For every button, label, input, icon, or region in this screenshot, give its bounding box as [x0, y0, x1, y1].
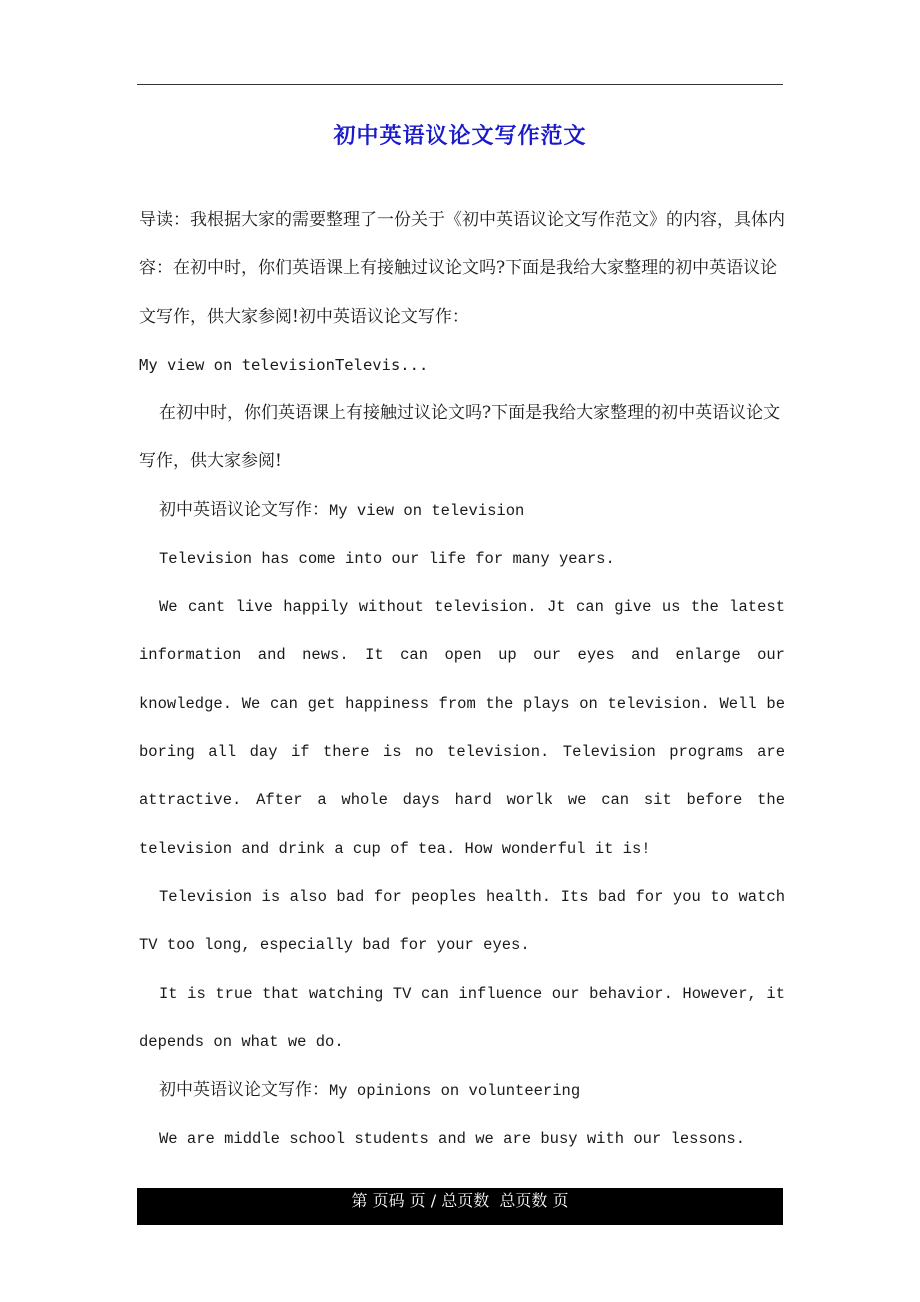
- page-number-text: 第 页码 页 / 总页数 总页数 页: [351, 1191, 569, 1210]
- paragraph-7-english: My opinions on volunteering: [329, 1082, 581, 1101]
- paragraph-3: Television has come into our life for many years.: [159, 549, 615, 568]
- article-body: [139, 389, 785, 1164]
- paragraph-5: Television is also bad for peoples health. Its bad for you to watch TV too long, especially bad for your eyes.: [139, 887, 785, 955]
- paragraph-4: We cant live happily without television. Jt can give us the latest information and news. It can open up our eyes and enlarge our knowledge. We can get happiness from the plays on television. Well be boring all day if there is no television. Television programs are attractive. After a whole days hard worlk we can sit before the television and drink a cup of tea. How wonderful it is!: [139, 598, 785, 858]
- intro-text: 导读：我根据大家的需要整理了一份关于《初中英语议论文写作范文》的内容，具体内容：在初中时，你们英语课上有接触过议论文吗?下面是我给大家整理的初中英语议论文写作，供大家参阅!初中英语议论文写作：: [139, 210, 785, 327]
- paragraph-2-lead: 初中英语议论文写作：: [159, 499, 329, 520]
- intro-snippet: My view on televisionTelevis...: [139, 355, 429, 374]
- paragraph-1: 在初中时，你们英语课上有接触过议论文吗?下面是我给大家整理的初中英语议论文写作，供大家参阅!: [139, 403, 781, 472]
- intro-block: [139, 196, 785, 389]
- header-rule: [137, 84, 783, 85]
- paragraph-7-lead: 初中英语议论文写作：: [159, 1080, 329, 1101]
- paragraph-2-english: My view on television: [329, 501, 525, 520]
- paragraph-6: It is true that watching TV can influence our behavior. However, it depends on what we do.: [139, 984, 785, 1051]
- paragraph-2: [139, 486, 785, 535]
- page-footer: [137, 1188, 783, 1225]
- paragraph-7: [139, 1066, 785, 1115]
- paragraph-8: We are middle school students and we are busy with our lessons.: [159, 1130, 745, 1149]
- document-title: 初中英语议论文写作范文: [333, 123, 587, 149]
